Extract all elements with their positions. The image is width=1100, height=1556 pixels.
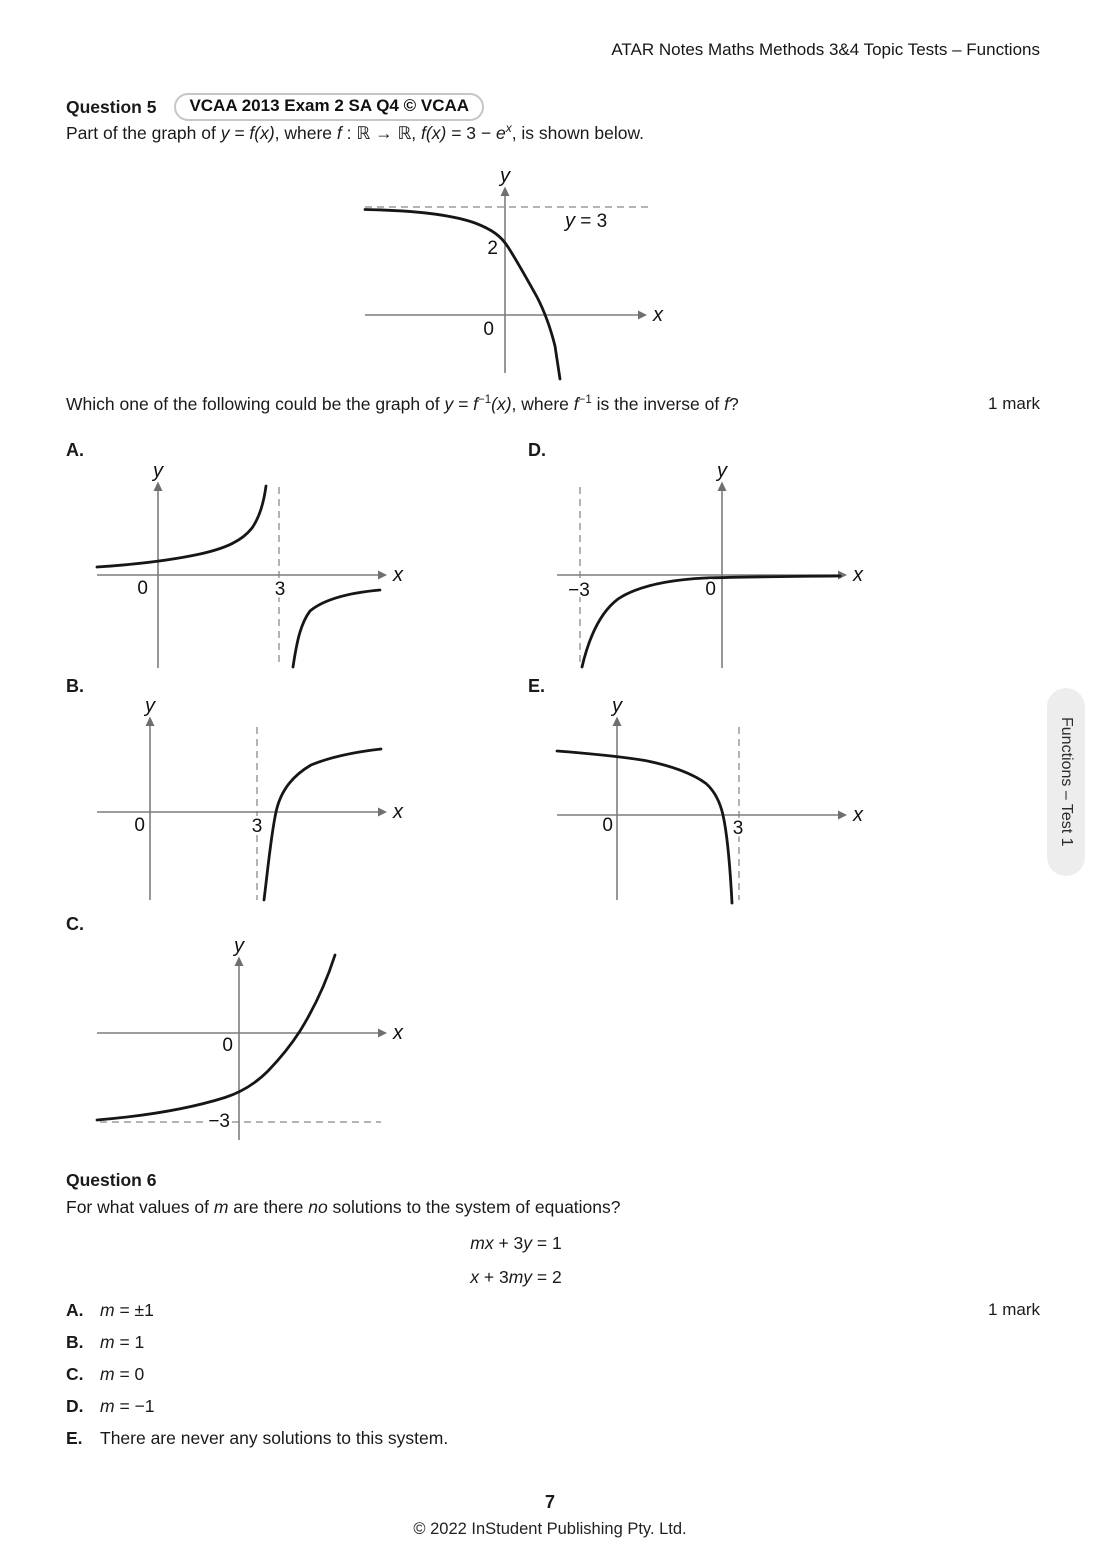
x-axis-label: x bbox=[653, 304, 663, 326]
option-letter: D. bbox=[66, 1396, 84, 1416]
math-run: (x) bbox=[491, 394, 512, 414]
figure-option-a-graph bbox=[90, 455, 420, 675]
superscript: −1 bbox=[478, 394, 492, 406]
question-6-title: Question 6 bbox=[66, 1170, 157, 1190]
y-axis-arrow-icon bbox=[235, 957, 244, 967]
text-run: Which one of the following could be the graph of bbox=[66, 394, 445, 414]
question-5-heading-row bbox=[66, 93, 484, 121]
text-run: , where bbox=[274, 123, 337, 143]
side-tab-label: Functions – Test 1 bbox=[1058, 717, 1075, 847]
y-axis-arrow-icon bbox=[154, 482, 163, 492]
y-axis-arrow-icon bbox=[613, 717, 622, 727]
q6-option-c bbox=[66, 1364, 144, 1385]
math-run: y = f(x) bbox=[220, 123, 275, 143]
text-run: = 3 − bbox=[446, 123, 496, 143]
option-text: = 1 bbox=[114, 1332, 145, 1352]
option-a-label: A. bbox=[66, 440, 84, 460]
option-d-label: D. bbox=[528, 440, 546, 460]
math-run: f(x) bbox=[421, 123, 447, 143]
text-run: are there bbox=[228, 1197, 309, 1217]
origin-label: 0 bbox=[705, 579, 716, 600]
y-axis-label: y bbox=[612, 695, 622, 717]
asymptote-tick-label: 3 bbox=[251, 816, 263, 837]
x-axis-label: x bbox=[393, 801, 403, 823]
x-axis-arrow-icon bbox=[378, 808, 387, 817]
text-run: solutions to the system of equations? bbox=[327, 1197, 621, 1217]
y-axis-label: y bbox=[153, 460, 163, 482]
copyright-line: © 2022 InStudent Publishing Pty. Ltd. bbox=[413, 1520, 687, 1538]
math-run: m bbox=[100, 1364, 115, 1384]
figure-option-e-graph bbox=[550, 685, 880, 905]
y-axis-arrow-icon bbox=[718, 482, 727, 492]
figure-option-d-graph bbox=[550, 455, 880, 675]
math-run: f bbox=[724, 394, 729, 414]
y-axis-arrow-icon bbox=[146, 717, 155, 727]
origin-label: 0 bbox=[134, 815, 145, 836]
curve bbox=[264, 749, 381, 900]
math-run: m bbox=[100, 1396, 115, 1416]
origin-label: 0 bbox=[137, 578, 148, 599]
text-run: : ℝ → ℝ, bbox=[341, 123, 422, 143]
page-header: ATAR Notes Maths Methods 3&4 Topic Tests – Functions bbox=[611, 40, 1040, 59]
math-run: m bbox=[100, 1332, 115, 1352]
curve-3-minus-ex bbox=[365, 210, 560, 380]
question-5-title: Question 5 bbox=[66, 96, 157, 117]
math-run: x bbox=[470, 1267, 480, 1287]
equation-1 bbox=[66, 1233, 966, 1254]
x-axis-label: x bbox=[853, 564, 863, 586]
page-number: 7 bbox=[544, 1492, 555, 1512]
q6-option-b bbox=[66, 1332, 144, 1353]
math-run: m bbox=[213, 1197, 229, 1217]
math-run: f bbox=[336, 123, 342, 143]
q6-marks: 1 mark bbox=[988, 1300, 1040, 1319]
y-axis-label: y bbox=[234, 935, 244, 957]
option-letter: A. bbox=[66, 1300, 84, 1320]
origin-label: 0 bbox=[602, 815, 613, 836]
math-run: mx bbox=[470, 1233, 494, 1253]
figure-q5-main-graph bbox=[350, 163, 670, 393]
asymptote-tick-label: 3 bbox=[274, 579, 286, 600]
text-run: , where bbox=[511, 394, 574, 414]
x-axis-arrow-icon bbox=[378, 571, 387, 580]
text-run: Part of the graph of bbox=[66, 123, 221, 143]
text-run: = 1 bbox=[532, 1233, 562, 1253]
asymptote-label: y = 3 bbox=[565, 210, 608, 232]
text-run: For what values of bbox=[66, 1197, 214, 1217]
option-text: = 0 bbox=[114, 1364, 145, 1384]
curve-right-branch bbox=[293, 590, 380, 667]
curve bbox=[97, 955, 335, 1120]
q5-marks: 1 mark bbox=[988, 394, 1040, 413]
option-letter: B. bbox=[66, 1332, 84, 1352]
text-run: + 3 bbox=[479, 1267, 509, 1287]
option-letter: E. bbox=[66, 1428, 83, 1448]
asymptote-tick-label: −3 bbox=[568, 580, 590, 601]
option-letter: C. bbox=[66, 1364, 84, 1384]
origin-label: 0 bbox=[483, 319, 494, 340]
superscript: −1 bbox=[578, 394, 592, 406]
y-axis-label: y bbox=[500, 165, 510, 187]
y-axis-label: y bbox=[145, 695, 155, 717]
x-axis-label: x bbox=[393, 564, 403, 586]
superscript: x bbox=[505, 121, 512, 135]
x-axis-label: x bbox=[853, 804, 863, 826]
math-run: e bbox=[495, 123, 506, 143]
text-run: ? bbox=[728, 394, 739, 414]
option-c-label: C. bbox=[66, 914, 84, 934]
option-e-label: E. bbox=[528, 676, 546, 696]
section-side-tab bbox=[1047, 688, 1085, 876]
math-run: f bbox=[573, 394, 579, 414]
asymptote-tick-label: 3 bbox=[732, 818, 744, 839]
x-axis-arrow-icon bbox=[638, 311, 647, 320]
option-b-label: B. bbox=[66, 676, 84, 696]
question-source-badge: VCAA 2013 Exam 2 SA Q4 © VCAA bbox=[174, 93, 484, 121]
x-axis-arrow-icon bbox=[838, 811, 847, 820]
text-run: = 2 bbox=[532, 1267, 562, 1287]
x-axis-label: x bbox=[393, 1022, 403, 1044]
asymptote-tick-label: −3 bbox=[208, 1111, 230, 1132]
x-axis-arrow-icon bbox=[378, 1029, 387, 1038]
emphasis-run: no bbox=[308, 1197, 328, 1217]
text-run: + 3 bbox=[493, 1233, 524, 1253]
q6-option-e bbox=[66, 1428, 448, 1449]
math-run: y = f bbox=[444, 394, 478, 414]
figure-option-c-graph bbox=[90, 925, 420, 1160]
q6-intro-text bbox=[66, 1197, 621, 1218]
option-text: = −1 bbox=[114, 1396, 155, 1416]
math-run: y bbox=[523, 1233, 533, 1253]
y-axis-arrow-icon bbox=[501, 187, 510, 197]
origin-label: 0 bbox=[222, 1035, 233, 1056]
equation-2 bbox=[66, 1267, 966, 1288]
option-text: = ±1 bbox=[114, 1300, 154, 1320]
text-run: , is shown below. bbox=[511, 123, 644, 143]
figure-option-b-graph bbox=[90, 685, 420, 905]
q6-option-d bbox=[66, 1396, 154, 1417]
y-intercept-label: 2 bbox=[487, 238, 498, 259]
text-run: is the inverse of bbox=[591, 394, 725, 414]
curve-left-branch bbox=[97, 486, 266, 567]
math-run: m bbox=[100, 1300, 115, 1320]
q5-intro-text bbox=[66, 121, 644, 144]
y-axis-label: y bbox=[717, 460, 727, 482]
curve bbox=[557, 751, 732, 903]
option-text: There are never any solutions to this system. bbox=[100, 1428, 449, 1448]
math-run: my bbox=[508, 1267, 533, 1287]
